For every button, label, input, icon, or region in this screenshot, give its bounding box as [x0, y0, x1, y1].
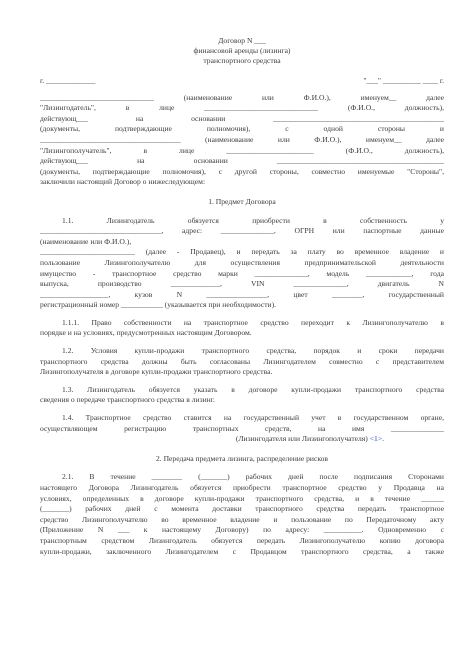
document-subtitle: финансовой аренды (лизинга) — [193, 46, 291, 55]
clause-line: 1.4. Транспортное средство ставится на государственный учет в государственном органе, — [62, 413, 444, 423]
clause-1-3 — [40, 385, 444, 406]
clause-line: выпуска, производство _____________, VIN ______________, двигатель N — [40, 279, 444, 289]
clause-line-text: (Лизингодателя или Лизингополучателя) — [235, 434, 368, 444]
place-date-row — [40, 76, 444, 87]
clause-line: 2.1. В течение ________ (_______) рабочих дней после подписания Сторонами — [62, 472, 444, 482]
clause-line: осуществляющем регистрацию транспортных средств, на имя ______________ — [40, 423, 444, 433]
clause-line: условиях, определенных в договоре купли-продажи транспортного средства, и в течение ______ — [40, 493, 444, 503]
clause-line: (Приложение N ___ к настоящему Договору) по адресу: __________. Одновременно с — [40, 525, 444, 535]
clause-1-1 — [40, 216, 444, 311]
preamble-line: действующ___ на основании _____________________________________________ — [40, 113, 444, 123]
clause-line: Лизингополучателя в договоре купли-продажи транспортного средства. — [40, 367, 273, 377]
clause-line: сведения о передаче транспортного средства в лизинг. — [40, 395, 215, 405]
clause-line: имущество - транспортное средство марки ______________, модель ____________, года — [40, 268, 444, 278]
clause-line — [40, 434, 444, 445]
preamble-line: (документы, подтверждающие полномочия), с одной стороны и — [40, 124, 444, 134]
preamble-line: заключили настоящий Договор о нижеследующем: — [40, 177, 206, 187]
preamble-line: ______________________________ (наименование или Ф.И.О.), именуем__ далее — [40, 92, 444, 102]
clause-line: (наименование или Ф.И.О.), — [40, 236, 132, 246]
clause-line: настоящего Договора Лизингодатель обязуется приобрести транспортное средство у Продавца на — [40, 483, 444, 492]
clause-line: средство Лизингополучателю во временное владение и пользование по Передаточному акту — [40, 514, 444, 524]
document-subtitle: транспортного средства — [203, 56, 281, 65]
clause-line: регистрационный номер ___________ (указывается при необходимости). — [40, 300, 277, 310]
clause-line: купли-продажи, заключенного Лизингодателем с Продавцом транспортного средства, а также — [40, 546, 444, 556]
clause-line: _________________________ (далее - Продавец), и передать за плату во временное владение и — [40, 247, 444, 257]
clause-line: порядке и на условиях, предусмотренных настоящим Договором. — [40, 328, 252, 338]
preamble-line: _____________________________________ (наименование или Ф.И.О.), именуем__ далее — [40, 134, 444, 144]
clause-line: 1.1.1. Право собственности на транспортное средство переходит к Лизингополучателю в — [62, 317, 444, 327]
clause-1-1-1 — [40, 318, 444, 339]
preamble — [40, 93, 444, 188]
clause-line: 1.1. Лизингодатель обязуется приобрести в собственность у — [62, 215, 444, 225]
footnote-link[interactable]: <1>. — [369, 434, 384, 444]
preamble-line: действующ___ на основании ____________________________________________ — [40, 156, 444, 166]
preamble-line: (документы, подтверждающие полномочия), с другой стороны, совместно именуемые "Стороны", — [40, 166, 444, 176]
clause-line: (_______) рабочих дней с момента доставки транспортного средства передать транспортное — [40, 504, 444, 514]
section-heading: 2. Передача предмета лизинга, распределение рисков — [155, 453, 329, 463]
clause-line: транспортного средства должны быть согласованы Лизингодателем совместно с представителем — [40, 356, 444, 366]
clause-line: __________________, кузов N ________________, цвет ________, государственный — [40, 289, 444, 299]
clause-line: 1.2. Условия купли-продажи транспортного средства, порядок и сроки передачи — [62, 346, 444, 356]
clause-line: пользование Лизингополучателю для осуществления предпринимательской деятельности — [40, 257, 444, 267]
clause-line: ________________________________, адрес: ______________, ОГРН или паспортные данные — [40, 226, 444, 236]
preamble-line: "Лизингодатель", в лице ______________________________ (Ф.И.О., должность), — [40, 103, 444, 113]
document-title-block — [40, 36, 444, 66]
clause-2-1 — [40, 472, 444, 557]
document-title: Договор N ___ — [218, 36, 266, 45]
preamble-line: "Лизингополучатель", в лице _______________________ (Ф.И.О., должность), — [40, 145, 444, 155]
clause-line: транспортным средством Лизингодатель обязуется передать Лизингополучателю копию договора — [40, 535, 444, 545]
clause-1-2 — [40, 346, 444, 378]
city-field: г. _____________ — [40, 76, 96, 85]
section-heading: 1. Предмет Договора — [208, 196, 276, 206]
clause-line: 1.3. Лизингодатель обязуется указать в договоре купли-продажи транспортного средства — [62, 384, 444, 394]
clause-1-4 — [40, 413, 444, 445]
date-field: "___" __________ ____ г. — [363, 76, 444, 85]
